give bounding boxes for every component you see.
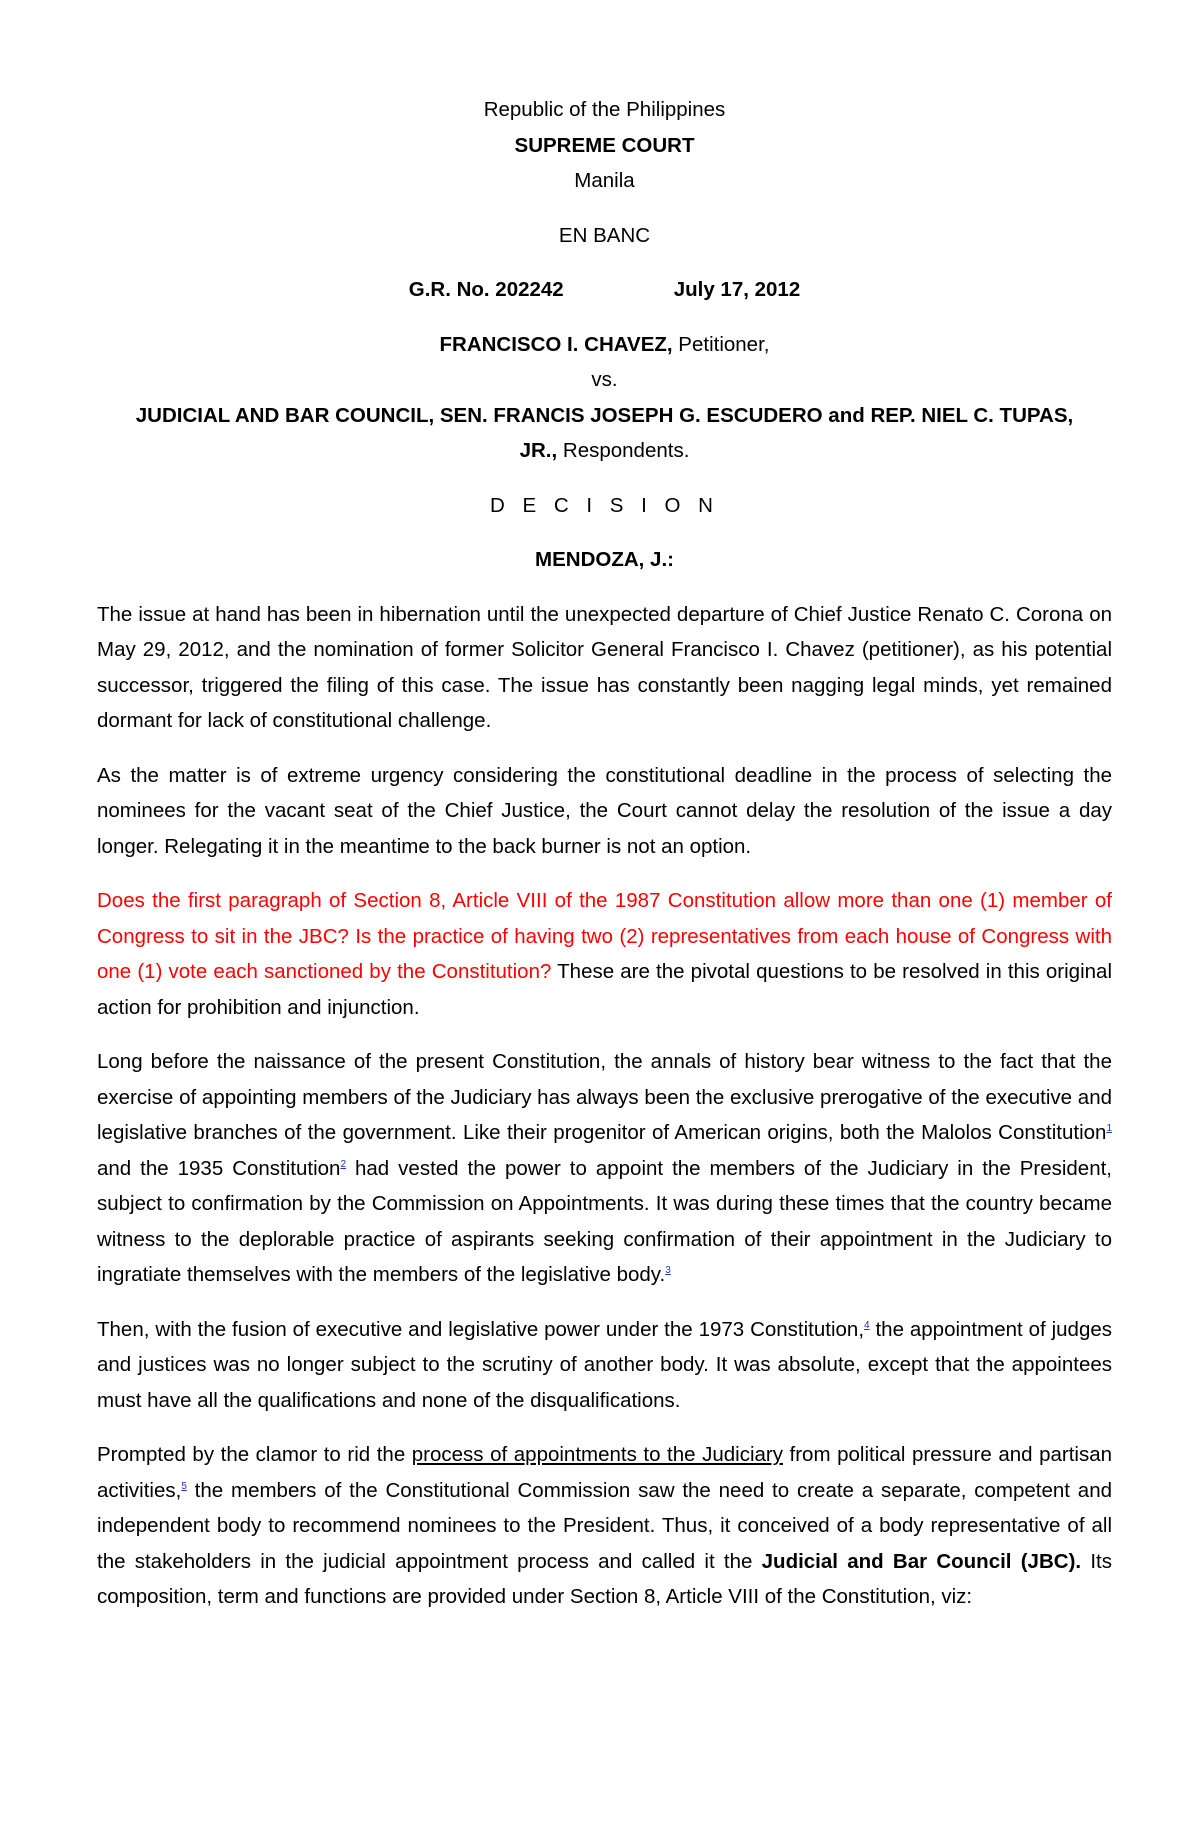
- respondents-line2: [97, 433, 1112, 469]
- paragraph-1: The issue at hand has been in hibernation until the unexpected departure of Chief Justice Renato C. Corona on May 29, 2012, and the nomination of former Solicitor General Francisco I. Chavez (petitioner), as his potential successor, triggered the filing of this case. The issue has constantly been nagging legal minds, yet remained dormant for lack of constitutional challenge.: [97, 602, 1112, 732]
- paragraph-6-part-d: Its composition, term and functions are provided under Section 8, Article VIII of the Constitution, viz:: [97, 1549, 1112, 1608]
- paragraph-4: [97, 1044, 1112, 1293]
- gr-number: G.R. No. 202242: [408, 278, 564, 301]
- footnote-3-link[interactable]: 3: [665, 1265, 671, 1277]
- footnote-1-link[interactable]: 1: [1106, 1123, 1112, 1135]
- case-number-row: [97, 272, 1112, 308]
- decision-title: D E C I S I O N: [490, 493, 719, 517]
- petitioner-line: [97, 327, 1112, 363]
- footnote-5-link[interactable]: 5: [181, 1480, 187, 1492]
- paragraph-6: [97, 1437, 1112, 1615]
- respondents-role: Respondents.: [557, 439, 690, 462]
- court-name: SUPREME COURT: [514, 133, 695, 157]
- petitioner-name: FRANCISCO I. CHAVEZ,: [439, 332, 673, 356]
- paragraph-5-part-b: the appointment of judges and justices was no longer subject to the scrutiny of another body. It was absolute, except that the appointees must have all the qualifications and none of the disqualifications.: [97, 1317, 1112, 1412]
- paragraph-5: [97, 1312, 1112, 1419]
- paragraph-3: [97, 883, 1112, 1025]
- underlined-phrase: process of appointments to the Judiciary: [411, 1443, 783, 1466]
- respondents-suffix: JR.,: [519, 439, 558, 462]
- paragraph-5-part-a: Then, with the fusion of executive and legislative power under the 1973 Constitution,: [97, 1317, 865, 1341]
- paragraph-6-part-c: the members of the Constitutional Commission saw the need to create a separate, competent and independent body to recommend nominees to the President. Thus, it conceived of a body representative of all the stakeholders in the judicial appointment process and called it the: [97, 1478, 1112, 1573]
- petitioner-role: Petitioner,: [672, 332, 770, 356]
- paragraph-6-part-a: Prompted by the clamor to rid the: [97, 1443, 412, 1466]
- paragraph-3-rest: These are the pivotal questions to be resolved in this original action for prohibition and injunction.: [97, 960, 1112, 1019]
- case-parties: [97, 327, 1112, 469]
- paragraph-2: As the matter is of extreme urgency considering the constitutional deadline in the process of selecting the nominees for the vacant seat of the Chief Justice, the Court cannot delay the resolution of the issue a day longer. Relegating it in the meantime to the back burner is not an option.: [97, 763, 1112, 858]
- paragraph-4-part-c: had vested the power to appoint the members of the Judiciary in the President, subject to confirmation by the Commission on Appointments. It was during these times that the country became witness to the deplorable practice of aspirants seeking confirmation of their appointment in the Judiciary to ingratiate themselves with the members of the legislative body.: [97, 1156, 1112, 1286]
- paragraph-4-part-b: and the 1935 Constitution: [97, 1156, 341, 1180]
- footnote-4-link[interactable]: 4: [864, 1319, 870, 1331]
- footnote-2-link[interactable]: 2: [340, 1158, 347, 1170]
- case-header: [97, 92, 1112, 308]
- division-label: EN BANC: [558, 223, 651, 247]
- republic-line: Republic of the Philippines: [483, 98, 726, 121]
- paragraph-4-part-a: Long before the naissance of the present Constitution, the annals of history bear witness to the fact that the exercise of appointing members of the Judiciary has always been the exclusive prerogative of the executive and legislative branches of the government. Like their progenitor of American origins, both the Malolos Constitution: [97, 1050, 1112, 1144]
- court-city: Manila: [574, 169, 635, 192]
- versus: vs.: [591, 368, 618, 391]
- decision-date: July 17, 2012: [673, 278, 801, 301]
- jbc-term: Judicial and Bar Council (JBC).: [761, 1549, 1082, 1573]
- ponente: MENDOZA, J.:: [535, 548, 674, 571]
- paragraph-6-part-b: from political pressure and partisan activities,: [97, 1443, 1112, 1502]
- respondents-names: JUDICIAL AND BAR COUNCIL, SEN. FRANCIS JOSEPH G. ESCUDERO and REP. NIEL C. TUPAS,: [135, 403, 1074, 427]
- highlighted-questions: Does the first paragraph of Section 8, Article VIII of the 1987 Constitution allow more than one (1) member of Congress to sit in the JBC? Is the practice of having two (2) representatives from each house of Congress with one (1) vote each sanctioned by the Constitution?: [97, 889, 1112, 983]
